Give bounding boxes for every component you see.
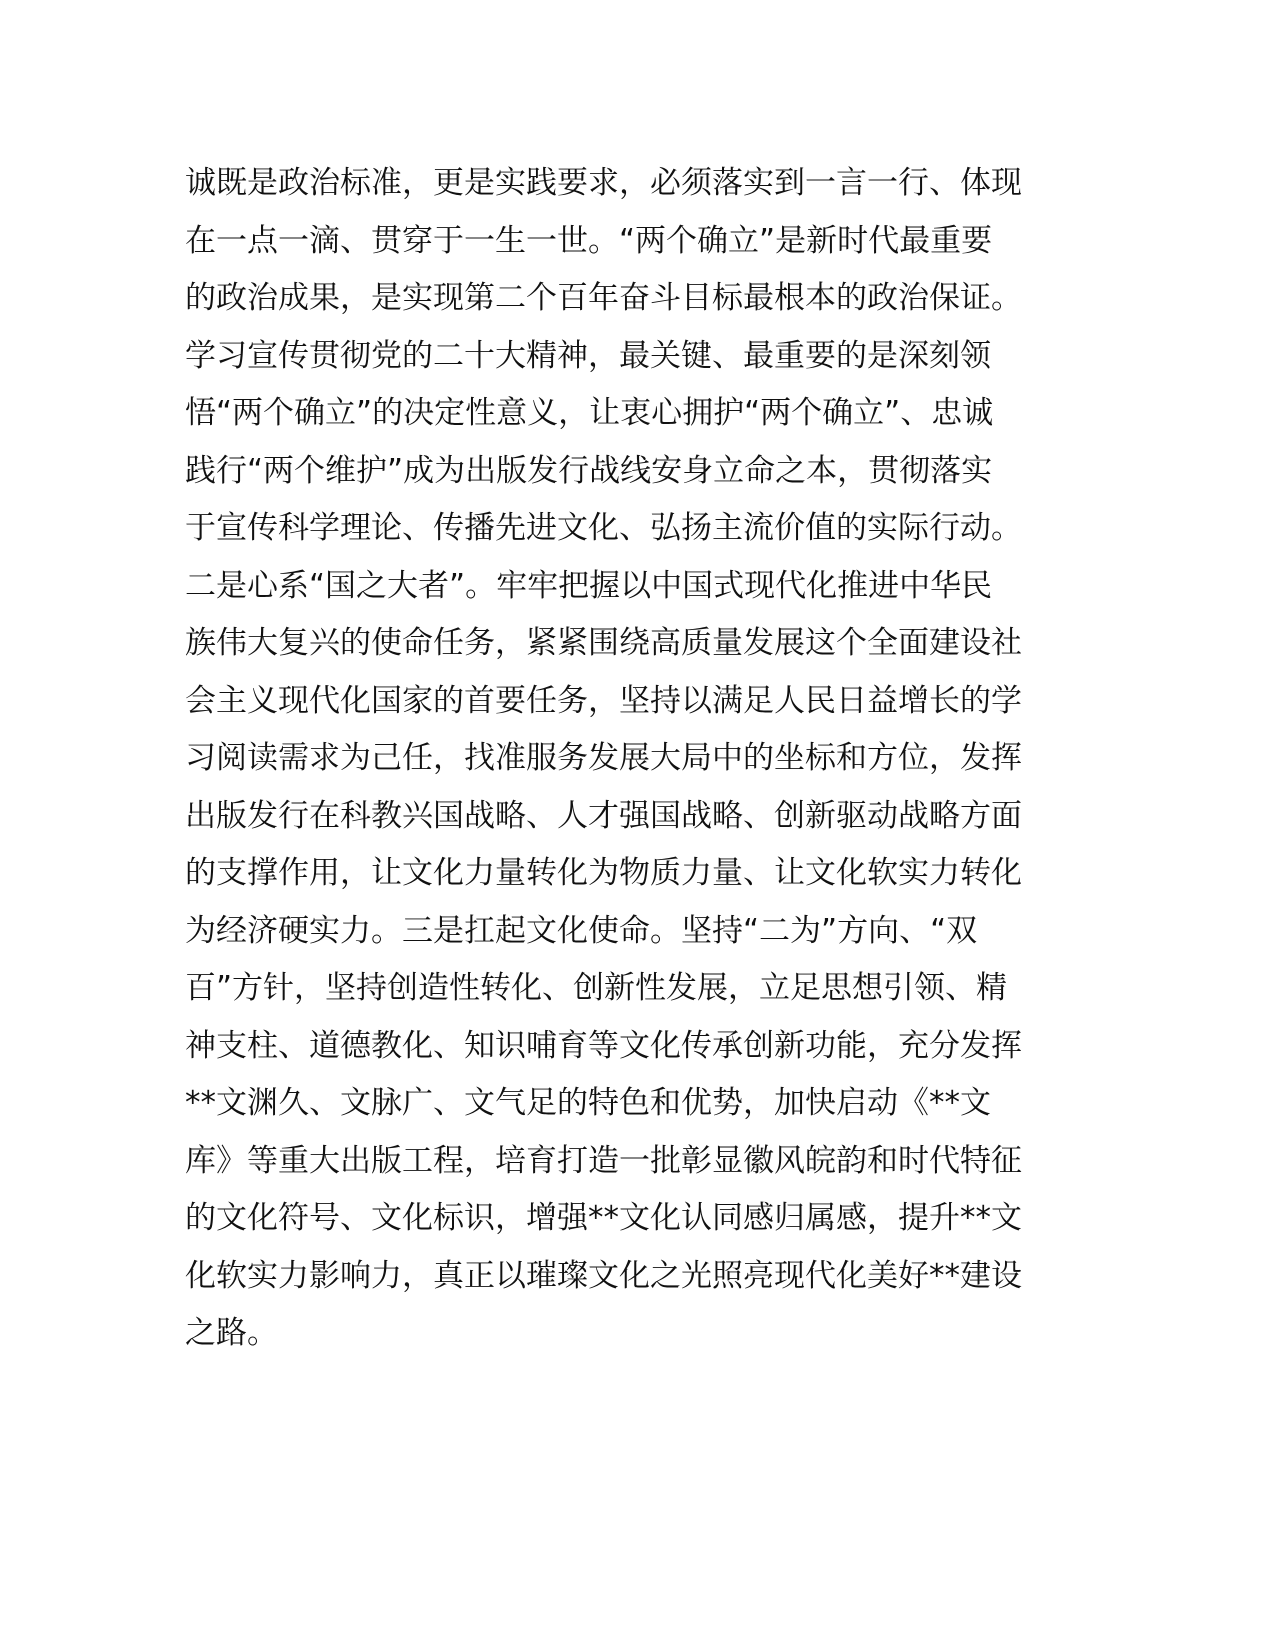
text-line: 库》等重大出版工程，培育打造一批彰显徽风皖韵和时代特征	[185, 1142, 1022, 1179]
text-line: 为经济硬实力。三是扛起文化使命。坚持“二为”方向、“双	[185, 912, 978, 949]
text-line: 于宣传科学理论、传播先进文化、弘扬主流价值的实际行动。	[185, 510, 1022, 546]
text-line: 悟“两个确立”的决定性意义，让衷心拥护“两个确立”、忠诚	[185, 395, 994, 431]
text-line: 神支柱、道德教化、知识哺育等文化传承创新功能，充分发挥	[185, 1027, 1022, 1064]
text-line: 的支撑作用，让文化力量转化为物质力量、让文化软实力转化	[185, 855, 1022, 891]
body-paragraph	[185, 155, 1085, 1363]
text-line: 学习宣传贯彻党的二十大精神，最关键、最重要的是深刻领	[185, 337, 991, 374]
text-line: 的文化符号、文化标识，增强**文化认同感归属感，提升**文	[185, 1200, 1022, 1236]
text-line: 二是心系“国之大者”。牢牢把握以中国式现代化推进中华民	[185, 567, 993, 604]
text-line: 族伟大复兴的使命任务，紧紧围绕高质量发展这个全面建设社	[185, 625, 1022, 661]
text-line: 百”方针，坚持创造性转化、创新性发展，立足思想引领、精	[185, 970, 1008, 1006]
text-line: 习阅读需求为己任，找准服务发展大局中的坐标和方位，发挥	[185, 740, 1022, 776]
text-line: 化软实力影响力，真正以璀璨文化之光照亮现代化美好**建设	[185, 1257, 1022, 1294]
text-line: 的政治成果，是实现第二个百年奋斗目标最根本的政治保证。	[185, 280, 1022, 316]
text-line: 诚既是政治标准，更是实践要求，必须落实到一言一行、体现	[185, 165, 1022, 201]
text-line: 之路。	[185, 1315, 278, 1351]
text-line: **文渊久、文脉广、文气足的特色和优势，加快启动《**文	[185, 1085, 991, 1121]
text-line: 在一点一滴、贯穿于一生一世。“两个确立”是新时代最重要	[185, 222, 993, 259]
text-line: 出版发行在科教兴国战略、人才强国战略、创新驱动战略方面	[185, 797, 1022, 834]
text-line: 会主义现代化国家的首要任务，坚持以满足人民日益增长的学	[185, 682, 1022, 719]
text-line: 践行“两个维护”成为出版发行战线安身立命之本，贯彻落实	[185, 452, 993, 489]
